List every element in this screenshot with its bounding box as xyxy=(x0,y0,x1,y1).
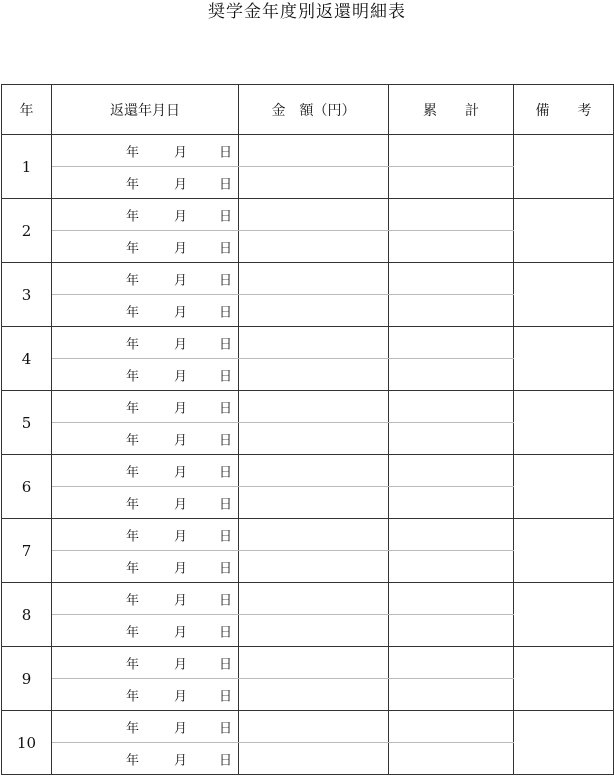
date-unit-year: 年 xyxy=(126,593,140,608)
date-unit-year: 年 xyxy=(126,337,140,352)
date-unit-year: 年 xyxy=(126,145,140,160)
table-row xyxy=(2,327,614,359)
cumulative-cell[interactable] xyxy=(389,455,514,487)
date-unit-month: 月 xyxy=(174,529,188,544)
date-unit-year: 年 xyxy=(126,177,140,192)
date-unit-day: 日 xyxy=(219,145,233,160)
amount-cell[interactable] xyxy=(239,263,389,295)
date-cell[interactable] xyxy=(52,487,239,519)
date-unit-day: 日 xyxy=(219,561,233,576)
date-unit-day: 日 xyxy=(219,657,233,672)
amount-cell[interactable] xyxy=(239,583,389,615)
cumulative-cell[interactable] xyxy=(389,167,514,199)
date-cell[interactable] xyxy=(52,135,239,167)
date-unit-year: 年 xyxy=(126,465,140,480)
date-unit-month: 月 xyxy=(174,625,188,640)
date-unit-year: 年 xyxy=(126,625,140,640)
table-row xyxy=(2,647,614,679)
date-unit-day: 日 xyxy=(219,433,233,448)
amount-cell[interactable] xyxy=(239,487,389,519)
amount-cell[interactable] xyxy=(239,391,389,423)
cumulative-cell[interactable] xyxy=(389,647,514,679)
amount-cell[interactable] xyxy=(239,455,389,487)
date-cell[interactable] xyxy=(52,327,239,359)
date-unit-day: 日 xyxy=(219,721,233,736)
amount-cell[interactable] xyxy=(239,423,389,455)
table-row xyxy=(2,711,614,743)
date-cell[interactable] xyxy=(52,167,239,199)
remarks-cell[interactable] xyxy=(514,519,614,583)
remarks-cell[interactable] xyxy=(514,711,614,775)
date-unit-month: 月 xyxy=(174,209,188,224)
table-row xyxy=(2,391,614,423)
table-row xyxy=(2,455,614,487)
amount-cell[interactable] xyxy=(239,231,389,263)
date-unit-day: 日 xyxy=(219,497,233,512)
repayment-table xyxy=(1,84,614,775)
cumulative-cell[interactable] xyxy=(389,743,514,775)
cumulative-cell[interactable] xyxy=(389,391,514,423)
header-remarks: 備 考 xyxy=(514,85,614,135)
amount-cell[interactable] xyxy=(239,551,389,583)
date-unit-year: 年 xyxy=(126,433,140,448)
date-cell[interactable] xyxy=(52,231,239,263)
date-cell[interactable] xyxy=(52,263,239,295)
date-unit-day: 日 xyxy=(219,465,233,480)
year-cell: 1 xyxy=(2,135,52,199)
remarks-cell[interactable] xyxy=(514,391,614,455)
cumulative-cell[interactable] xyxy=(389,199,514,231)
date-unit-month: 月 xyxy=(174,657,188,672)
cumulative-cell[interactable] xyxy=(389,551,514,583)
table-row xyxy=(2,263,614,295)
document-title: 奨学金年度別返還明細表 xyxy=(208,2,406,22)
amount-cell[interactable] xyxy=(239,199,389,231)
date-unit-month: 月 xyxy=(174,433,188,448)
date-cell[interactable] xyxy=(52,679,239,711)
date-unit-month: 月 xyxy=(174,465,188,480)
date-unit-year: 年 xyxy=(126,657,140,672)
date-unit-day: 日 xyxy=(219,689,233,704)
date-unit-year: 年 xyxy=(126,561,140,576)
date-unit-month: 月 xyxy=(174,721,188,736)
date-unit-day: 日 xyxy=(219,401,233,416)
date-cell[interactable] xyxy=(52,391,239,423)
date-unit-day: 日 xyxy=(219,753,233,768)
date-unit-month: 月 xyxy=(174,689,188,704)
date-cell[interactable] xyxy=(52,519,239,551)
date-unit-year: 年 xyxy=(126,401,140,416)
table-row xyxy=(2,583,614,615)
remarks-cell[interactable] xyxy=(514,327,614,391)
amount-cell[interactable] xyxy=(239,743,389,775)
date-unit-year: 年 xyxy=(126,753,140,768)
date-unit-year: 年 xyxy=(126,689,140,704)
cumulative-cell[interactable] xyxy=(389,615,514,647)
date-unit-day: 日 xyxy=(219,177,233,192)
amount-cell[interactable] xyxy=(239,615,389,647)
year-cell: 2 xyxy=(2,199,52,263)
cumulative-cell[interactable] xyxy=(389,679,514,711)
date-unit-month: 月 xyxy=(174,273,188,288)
date-cell[interactable] xyxy=(52,455,239,487)
cumulative-cell[interactable] xyxy=(389,423,514,455)
date-unit-year: 年 xyxy=(126,241,140,256)
date-unit-month: 月 xyxy=(174,497,188,512)
remarks-cell[interactable] xyxy=(514,455,614,519)
year-cell: 10 xyxy=(2,711,52,775)
year-cell: 8 xyxy=(2,583,52,647)
date-cell[interactable] xyxy=(52,647,239,679)
amount-cell[interactable] xyxy=(239,295,389,327)
amount-cell[interactable] xyxy=(239,647,389,679)
amount-cell[interactable] xyxy=(239,167,389,199)
date-unit-month: 月 xyxy=(174,369,188,384)
cumulative-cell[interactable] xyxy=(389,487,514,519)
date-unit-day: 日 xyxy=(219,209,233,224)
remarks-cell[interactable] xyxy=(514,199,614,263)
header-year: 年 xyxy=(2,85,52,135)
date-unit-day: 日 xyxy=(219,241,233,256)
date-cell[interactable] xyxy=(52,551,239,583)
year-cell: 6 xyxy=(2,455,52,519)
amount-cell[interactable] xyxy=(239,711,389,743)
date-unit-year: 年 xyxy=(126,273,140,288)
amount-cell[interactable] xyxy=(239,359,389,391)
cumulative-cell[interactable] xyxy=(389,359,514,391)
date-unit-day: 日 xyxy=(219,529,233,544)
date-unit-day: 日 xyxy=(219,337,233,352)
header-amount: 金 額（円） xyxy=(239,85,389,135)
date-cell[interactable] xyxy=(52,583,239,615)
date-unit-month: 月 xyxy=(174,177,188,192)
date-unit-year: 年 xyxy=(126,721,140,736)
table-row xyxy=(2,199,614,231)
date-cell[interactable] xyxy=(52,423,239,455)
remarks-cell[interactable] xyxy=(514,647,614,711)
date-unit-year: 年 xyxy=(126,497,140,512)
cumulative-cell[interactable] xyxy=(389,327,514,359)
date-unit-month: 月 xyxy=(174,337,188,352)
header-date: 返還年月日 xyxy=(52,85,239,135)
date-unit-day: 日 xyxy=(219,369,233,384)
date-unit-year: 年 xyxy=(126,369,140,384)
year-cell: 5 xyxy=(2,391,52,455)
date-unit-month: 月 xyxy=(174,593,188,608)
header-row xyxy=(2,85,614,135)
date-unit-year: 年 xyxy=(126,305,140,320)
cumulative-cell[interactable] xyxy=(389,295,514,327)
date-cell[interactable] xyxy=(52,359,239,391)
date-unit-day: 日 xyxy=(219,273,233,288)
remarks-cell[interactable] xyxy=(514,135,614,199)
date-unit-day: 日 xyxy=(219,625,233,640)
table-row xyxy=(2,519,614,551)
cumulative-cell[interactable] xyxy=(389,135,514,167)
amount-cell[interactable] xyxy=(239,135,389,167)
date-unit-day: 日 xyxy=(219,305,233,320)
date-unit-month: 月 xyxy=(174,241,188,256)
date-unit-day: 日 xyxy=(219,593,233,608)
remarks-cell[interactable] xyxy=(514,583,614,647)
year-cell: 3 xyxy=(2,263,52,327)
cumulative-cell[interactable] xyxy=(389,231,514,263)
header-cumulative: 累 計 xyxy=(389,85,514,135)
remarks-cell[interactable] xyxy=(514,263,614,327)
cumulative-cell[interactable] xyxy=(389,263,514,295)
date-cell[interactable] xyxy=(52,199,239,231)
date-unit-month: 月 xyxy=(174,561,188,576)
table-row xyxy=(2,135,614,167)
date-cell[interactable] xyxy=(52,711,239,743)
date-cell[interactable] xyxy=(52,295,239,327)
amount-cell[interactable] xyxy=(239,327,389,359)
date-unit-month: 月 xyxy=(174,305,188,320)
year-cell: 7 xyxy=(2,519,52,583)
cumulative-cell[interactable] xyxy=(389,583,514,615)
year-cell: 4 xyxy=(2,327,52,391)
date-unit-year: 年 xyxy=(126,529,140,544)
amount-cell[interactable] xyxy=(239,679,389,711)
date-cell[interactable] xyxy=(52,743,239,775)
cumulative-cell[interactable] xyxy=(389,711,514,743)
year-cell: 9 xyxy=(2,647,52,711)
date-cell[interactable] xyxy=(52,615,239,647)
cumulative-cell[interactable] xyxy=(389,519,514,551)
amount-cell[interactable] xyxy=(239,519,389,551)
date-unit-year: 年 xyxy=(126,209,140,224)
date-unit-month: 月 xyxy=(174,145,188,160)
date-unit-month: 月 xyxy=(174,401,188,416)
date-unit-month: 月 xyxy=(174,753,188,768)
